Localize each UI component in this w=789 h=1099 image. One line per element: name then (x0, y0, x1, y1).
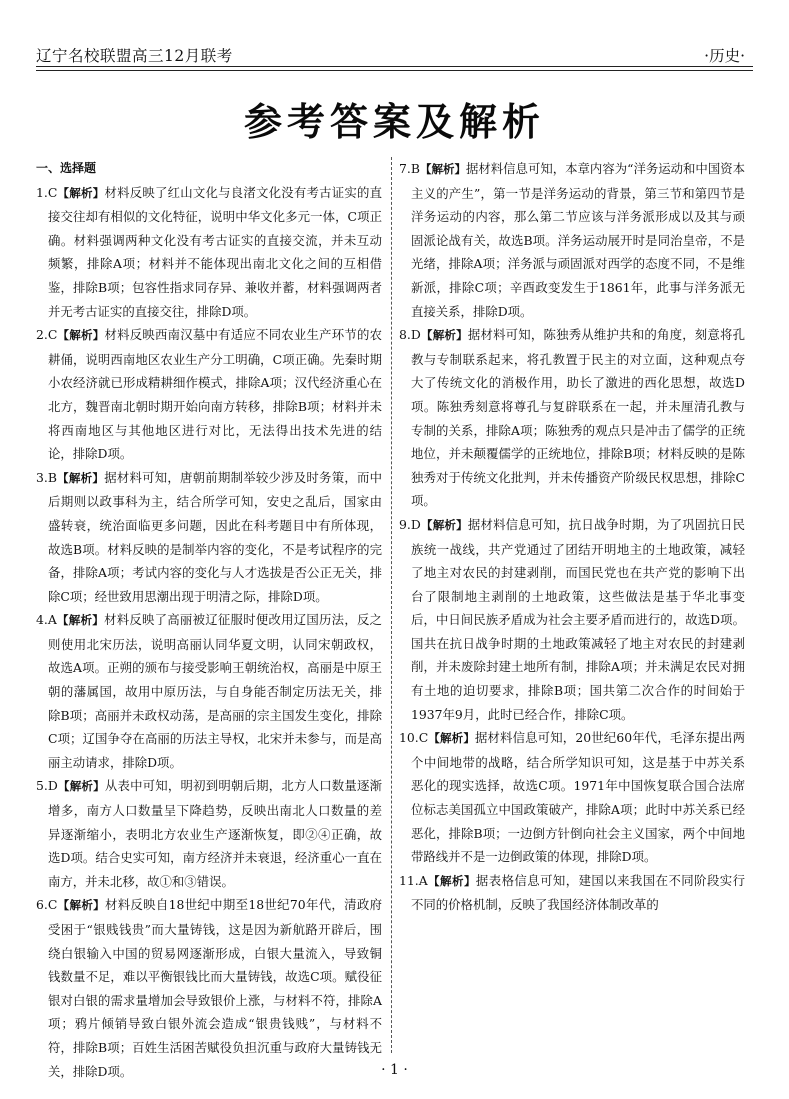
answer-text: 材料反映了红山文化与良渚文化没有考古证实的直接交往却有相似的文化特征，说明中华文化多元一体，C项正确。材料强调两种文化没有考古证实的直接交流，并未互动频繁，排除A项；材料并不能体现出南北文化之间的互相借鉴，排除B项；包容性指求同存异、兼收并蓄，材料强调两者并无考古证实的直接交往，排除D项。 (48, 184, 382, 319)
answer-letter: C (47, 327, 58, 343)
answer-text: 材料反映自18世纪中期至18世纪70年代，清政府受困于“银贱钱贵”而大量铸钱，这是因为新航路开辟后，围绕白银输入中国的贸易网逐渐形成，白银大量流入，导致铜钱数量不足，难以平衡银钱比而大量铸钱，故选C项。赋役征银对白银的需求量增加会导致银价上涨，与材料不符，排除A项；鸦片倾销导致白银外流会造成“银贵钱贱”，与材料不符，排除B项；百姓生活困苦赋役负担沉重与政府大量铸钱无关，排除D项。 (48, 897, 382, 1079)
answer-item-4 (36, 608, 382, 774)
answer-number: 5. (36, 778, 48, 794)
analysis-tag: 【解析】 (57, 328, 105, 343)
answer-text: 据材料信息可知，抗日战争时期，为了巩固抗日民族统一战线，共产党通过了团结开明地主的土地政策，减轻了地主对农民的封建剥削，而国民党也在共产党的影响下出台了限制地主剥削的土地政策，这些做法是基于华北事变后，中日间民族矛盾成为社会主要矛盾而进行的，故选D项。国共在抗日战争时期的土地政策减轻了地主对农民的封建剥削，并未废除封建土地所有制，排除A项；并未满足农民对拥有土地的迫切要求，排除B项；国共第二次合作的时间始于1937年9月，此时已经合作，排除C项。 (411, 516, 746, 722)
answer-letter: B (47, 469, 57, 485)
answer-item-6 (36, 893, 382, 1083)
answer-number: 3. (36, 469, 48, 485)
answer-text: 材料反映西南汉墓中有适应不同农业生产环节的农耕俑，说明西南地区农业生产分工明确，C项正确。先秦时期小农经济就已形成精耕细作模式，排除A项；汉代经济重心在北方，魏晋南北朝时期开始向南方转移，排除B项；材料并未将西南地区与其他地区进行对比，无法得出技术先进的结论，排除D项。 (48, 327, 382, 462)
analysis-tag: 【解析】 (57, 779, 105, 794)
answer-number: 2. (36, 327, 48, 343)
answer-letter: C (47, 897, 58, 913)
header-rule-thin (36, 70, 753, 71)
answer-text: 材料反映了高丽被辽征服时便改用辽国历法，反之则使用北宋历法，说明高丽认同华夏文明，认同宋朝政权，故选A项。正朔的颁布与接受影响王朝统治权，高丽是中原王朝的藩属国，故用中原历法，与自身能否制定历法无关，排除B项；高丽并未政权动荡，是高丽的宗主国发生变化，排除C项；辽国争夺在高丽的历法主导权，北宋并未参与，而是高丽主动请求，排除D项。 (48, 612, 383, 770)
analysis-tag: 【解析】 (56, 613, 105, 628)
answer-number: 9. (399, 516, 411, 532)
answer-item-1 (36, 181, 382, 324)
right-column (399, 157, 745, 917)
answer-item-10 (399, 726, 745, 869)
answer-number: 1. (36, 184, 48, 200)
answer-item-7 (399, 157, 745, 323)
answer-number: 8. (399, 327, 411, 343)
section-title: 一、选择题 (36, 161, 97, 175)
answer-letter: A (47, 612, 57, 628)
answer-text: 据表格信息可知，建国以来我国在不同阶段实行不同的价格机制，反映了我国经济体制改革的 (411, 872, 746, 913)
answer-letter: C (418, 730, 429, 746)
analysis-tag: 【解析】 (56, 470, 105, 485)
answer-item-11 (399, 869, 745, 917)
analysis-tag: 【解析】 (420, 328, 468, 343)
analysis-tag: 【解析】 (57, 898, 105, 913)
answer-letter: C (47, 184, 58, 200)
answer-letter: D (410, 516, 421, 532)
column-divider (391, 157, 392, 1053)
answer-text: 据材料信息可知，本章内容为“洋务运动和中国资本主义的产生”，第一节是洋务运动的背景，第三节和第四节是洋务运动的内容，那么第二节应该与洋务派形成以及其与顽固派论战有关，故选B项。洋务运动展开时是同治皇帝，不是光绪，排除A项；洋务派与顽固派对西学的态度不同，不是维新派，排除C项；辛酉政变发生于1861年，此事与洋务派无直接关系，排除D项。 (411, 161, 745, 319)
header-rule (36, 66, 753, 67)
answer-item-9 (399, 513, 745, 726)
answer-item-2 (36, 323, 382, 466)
answer-number: 7. (399, 161, 411, 176)
answer-letter: D (47, 778, 58, 794)
exam-header: 辽宁名校联盟高三12月联考 (36, 47, 233, 65)
answer-text: 据材料可知，唐朝前期制举较少涉及时务策，而中后期则以政事科为主，结合所学可知，安史之乱后，国家由盛转衰，统治面临更多问题，因此在科考题目中有所体现，故选B项。材料反映的是制举内容的变化，不是考试程序的完备，排除A项；考试内容的变化与人才选拔是否公正无关，排除C项；经世致用思潮出现于明清之际，排除D项。 (48, 469, 383, 604)
analysis-tag: 【解析】 (420, 517, 468, 532)
answer-text: 从表中可知，明初到明朝后期，北方人口数量逐渐增多，南方人口数量呈下降趋势，反映出南北人口数量的差异逐渐缩小，表明北方农业生产逐渐恢复，即②④正确，故选D项。结合史实可知，南方经济并未衰退，经济重心一直在南方，并未北移，故①和③错误。 (48, 778, 383, 889)
answer-item-8 (399, 323, 745, 513)
answer-item-5 (36, 774, 382, 893)
answer-number: 6. (36, 897, 48, 913)
answer-item-3 (36, 466, 382, 609)
answer-number: 11. (399, 872, 419, 888)
left-column (36, 157, 382, 1083)
analysis-tag: 【解析】 (428, 731, 475, 746)
answer-letter: B (410, 161, 420, 176)
answer-text: 据材料信息可知，20世纪60年代，毛泽东提出两个中间地带的战略，结合所学知识可知，这是基于中苏关系恶化的现实选择，故选C项。1971年中国恢复联合国合法席位标志美国孤立中国政策破产，排除A项；此时中苏关系已经恶化，排除B项；一边倒方针倒向社会主义国家，两个中间地带路线并不是一边倒政策的体现，排除D项。 (411, 730, 745, 865)
subject-label: ·历史· (704, 47, 745, 65)
answer-letter: D (410, 327, 421, 343)
answer-number: 10. (399, 730, 419, 746)
answer-number: 4. (36, 612, 48, 628)
page-number: · 1 · (381, 1062, 408, 1078)
analysis-tag: 【解析】 (427, 873, 476, 888)
page-title: 参考答案及解析 (243, 100, 545, 144)
analysis-tag: 【解析】 (419, 162, 466, 176)
answer-letter: A (418, 872, 428, 888)
answer-text: 据材料可知，陈独秀从维护共和的角度，刻意将孔教与专制联系起来，将孔教置于民主的对立面，这种观点夸大了传统文化的消极作用，助长了激进的西化思想，故选D项。陈独秀刻意将尊孔与复辟联系在一起，并未厘清孔教与专制的关系，排除A项；陈独秀的观点只是冲击了儒学的正统地位，并未颠覆儒学的正统地位，排除B项；材料反映的是陈独秀对于传统文化批判，并未传播资产阶级民权思想，排除C项。 (411, 327, 746, 509)
analysis-tag: 【解析】 (57, 185, 105, 200)
